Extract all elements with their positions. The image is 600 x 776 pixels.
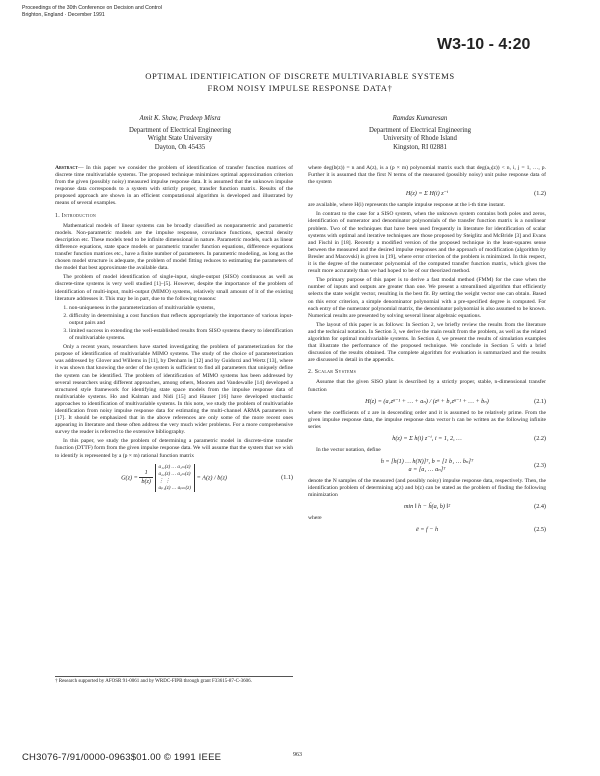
author-dept: Department of Electrical Engineering — [128, 126, 232, 134]
reasons-list — [63, 305, 293, 342]
abstract — [55, 165, 293, 208]
title-line-1: OPTIMAL IDENTIFICATION OF DISCRETE MULTIVARIABLE SYSTEMS — [145, 71, 455, 81]
paragraph: where deg(b(z)) = n and A(z), is a (p × m) polynomial matrix such that deg(aᵢⱼ(z)) < n, i, j = 1, …, p. Further it is assumed that the first N terms of the measured (possibly noisy) unit pulse response data of the system — [308, 165, 546, 186]
equation-2-3 — [308, 458, 546, 474]
paragraph: denote the N samples of the measured (and possibly noisy) impulse response data, respectively. Then, the identification problem of determining a(z) and b(z) can be stated as the problem of finding the following minimization — [308, 478, 546, 499]
equation-lhs: H(z) = — [405, 190, 423, 198]
author-dept: Department of Electrical Engineering — [368, 126, 472, 134]
list-item: 3. limited success in extending the well-established results from SISO systems theory to identification of multivariable systems. — [69, 328, 293, 342]
equation-1-2 — [308, 190, 546, 198]
equation-body: min ‖ h − ĥ(a, b) ‖² — [403, 503, 451, 511]
abstract-label: Abstract — [55, 165, 78, 171]
paragraph: where the coefficients of z are in descending order and it is assumed to be relatively prime. From the given impulse response data, the impulse response data vector h can be written as the following infinite series — [308, 409, 546, 430]
abstract-text: — In this paper we consider the problem of identification of transfer function matrices of discrete time multivariable systems. The proposed technique minimizes optimal approximation criterion from the given (possibly noisy) measured impulse response data. It is assumed that the unknown impulse response data corresponds to a system with strictly proper, transfer function matrix. Results of the proposed approach are shown in an efficient computational algorithm is developed and illustrated by means of several examples. — [55, 165, 293, 207]
equation-number: (2.3) — [534, 462, 546, 469]
fraction-numerator: 1 — [139, 469, 153, 478]
equation-body: h(z) = Σ h(i) z⁻ⁱ, i = 1, 2, … — [392, 434, 462, 442]
equation-rhs: = A(z) / b(z) — [196, 474, 227, 482]
paragraph: In this paper, we study the problem of determining a parametric model in discrete-time transfer function (DTTF) form from the given impulse response data. We will assume that the system that we wish to identify is represented by a (p × m) rational function matrix — [55, 438, 293, 459]
equation-number: (2.1) — [534, 397, 546, 405]
author-names: Ramdas Kumaresan — [392, 115, 448, 122]
left-column — [55, 165, 293, 496]
equation-number: (1.2) — [534, 190, 546, 198]
list-item: 2. difficulty in determining a cost function that reflects appropriately the importance of various input-output pairs and — [69, 313, 293, 327]
equation-number: (2.5) — [534, 526, 546, 534]
right-column — [308, 165, 546, 538]
equation-body: ē = f − h — [415, 526, 439, 534]
equation-2-5 — [308, 526, 546, 534]
equation-matrix — [155, 464, 195, 492]
equation-body: H(z) = (a₁zⁿ⁻¹ + … + aₙ) / (zⁿ + b₁zⁿ⁻¹ + … + bₙ) — [365, 397, 489, 405]
equation-number: (2.2) — [534, 434, 546, 442]
paragraph: Assume that the given SISO plant is described by a strictly proper, stable, n-dimensional transfer function — [308, 379, 546, 393]
section-heading-scalar-systems: 2. Scalar Systems — [308, 369, 357, 376]
paragraph: The layout of this paper is as follows: In Section 2, we briefly review the results from the literature and the technical notation. In Section 3, we derive the main result from the problem, as well as the related algorithm for optimal multivariable systems. In Section 4, we present the results of simulation examples that illustrate the performance of the proposed technique. We conclude in Section 5 with a brief discussion of the results obtained. The complete algorithm for evaluation is summarized and the results are discussed in detail in the appendix. — [308, 321, 546, 364]
paragraph: In contrast to the case for a SISO system, when the unknown system contains both poles and zeros, identification of numerator and denominator polynomials of the transfer function matrix is a nonlinear problem. Two of the techniques that have been used frequently in literature for identification of scalar systems with optimal and iterative techniques are those proposed by Steiglitz and McBride [3] and Evans and Fischl in [18]. Recently a modified version of the proposed technique in the least-squares sense between the measured and the desired impulse responses and the approach of modification (algorithm by Bresler and Macovski) is given in [19], where error criterion of the problem is minimized. In this respect, it is the degree of the numerator polynomial of the computed transfer function matrix, which gives the result more accurately than we had hoped to be of our theorized method. — [308, 211, 546, 275]
paragraph: In the vector notation, define — [316, 446, 381, 453]
paragraph: are available, where H(i) represents the sample impulse response at the i-th time instant. — [308, 202, 506, 209]
matrix-row: aₚ₁(z) … aₚₘ(z) — [158, 484, 192, 491]
equation-fraction — [139, 469, 153, 486]
author-location: Kingston, RI 02881 — [393, 143, 447, 151]
fraction-denominator: b(z) — [141, 478, 151, 486]
equation-line: a = [a₁ … aₙ]ᵀ — [408, 466, 446, 473]
page-number: 963 — [293, 752, 302, 758]
author-block-right — [330, 115, 510, 152]
paragraph: where — [308, 515, 322, 522]
paper-title — [60, 70, 540, 94]
author-block-left — [90, 115, 270, 152]
author-org: Wright State University — [147, 135, 213, 143]
equation-2-1 — [308, 398, 546, 406]
matrix-row: a₂₁(z) … a₂ₘ(z) — [158, 470, 191, 477]
list-item: 1. non-uniqueness in the parameterization of multivariable systems, — [69, 305, 293, 312]
author-org: University of Rhode Island — [383, 135, 457, 143]
equation-line: h = [h(1) … h(N)]ᵀ, b = [1 b₁ … bₙ]ᵀ — [380, 458, 474, 465]
paragraph: The problem of model identification of single-input, single-output (SISO) continuous as well as discrete-time systems is very well studied [1]–[5]. However, despite the importance of the problem of identification of multi-input, multi-output (MIMO) systems, relatively small amount of it of the existing literature addresses it. This may be in part, due to the following reasons: — [55, 274, 293, 302]
paragraph: The primary purpose of this paper is to derive a fast modal method (FMM) for the case when the number of inputs and outputs are greater than one. We present a streamlined algorithm that efficiently selects the state weight vector, resulting in the best fit. By setting the weight vector one can obtain. Based on this error criterion, a simple denominator polynomial with a pre-specified degree is computed. For each entry of the numerator polynomial matrix, the denominator polynomial is also assumed to be known. Numerical results are presented by solving several linear algebraic equations. — [308, 277, 546, 319]
footnote: † Research supported by AFOSR 91-0061 and by WRDC-FIPB through grant F33615-87-C-3606. — [55, 676, 293, 685]
equation-2-2 — [308, 435, 546, 443]
paragraph: Mathematical models of linear systems can be broadly classified as nonparametric and parametric models. Non-parametric models are the impulse response, covariance functions, spectral density description etc. These models tend to be infinite dimensional in nature. Parametric models, such as linear difference equations, state space models or parametric transfer function equations, difference equations transfer function matrices etc., have a finite number of parameters. In parametric modeling, as long as the chosen model structure is adequate, the problem of model fitting reduces to estimating the parameters of the model that best approximate the available data. — [55, 222, 293, 272]
author-location: Dayton, Oh 45435 — [154, 143, 206, 151]
matrix-row: a₁₁(z) … a₁ₘ(z) — [158, 463, 191, 470]
author-names: Amit K. Shaw, Pradeep Misra — [139, 115, 221, 122]
equation-number: (2.4) — [534, 503, 546, 511]
copyright-footer: CH3076-7/91/0000-0963$01.00 © 1991 IEEE — [22, 752, 222, 763]
session-code: W3-10 - 4:20 — [437, 36, 531, 53]
matrix-row: ⋮ ⋮ — [158, 477, 171, 484]
proceedings-header: Proceedings of the 30th Conference on Decision and Control Brighton, England · December 1991 — [22, 5, 162, 18]
equation-lhs: G(z) = — [121, 474, 138, 482]
paragraph: Only a recent years, researchers have started investigating the problem of parameterization for the purpose of identification of multivariable MIMO systems. The study of the choice of parameterization was addressed by Glover and Willems in [11], by Denham in [12] and by Guidorzi and Wertz [13], where it was shown that knowing the order of the system is sufficient to find all parameters that uniquely define the system can be identified. The problem of identification of MIMO systems has been addressed by several researchers using different approaches, among others, Moonen and Vandewalle [14] developed a structured style framework for identifying state space models from the impulse response data of multivariable systems. Ho and Kalman and Nidi [15] and Hauser [16] have developed stochastic approaches to identification of multivariable systems. In this note, we study the problem of multivariable identification from noisy impulse response data for estimating the multi-channel ARMA parameters in [17]. It should be emphasized that in the above references are only some of the more recent ones appearing in literature and these often address the very much wider problems. For a more comprehensive survey the reader is referred to the extensive bibliography. — [55, 344, 293, 436]
equation-1-1 — [55, 464, 293, 492]
section-heading-introduction: 1. Introduction — [55, 212, 97, 219]
equation-rhs: Σ H(i) z⁻ⁱ — [424, 190, 449, 198]
equation-2-4 — [308, 503, 546, 511]
equation-number: (1.1) — [281, 473, 293, 481]
title-line-2: FROM NOISY IMPULSE RESPONSE DATA† — [207, 83, 393, 93]
